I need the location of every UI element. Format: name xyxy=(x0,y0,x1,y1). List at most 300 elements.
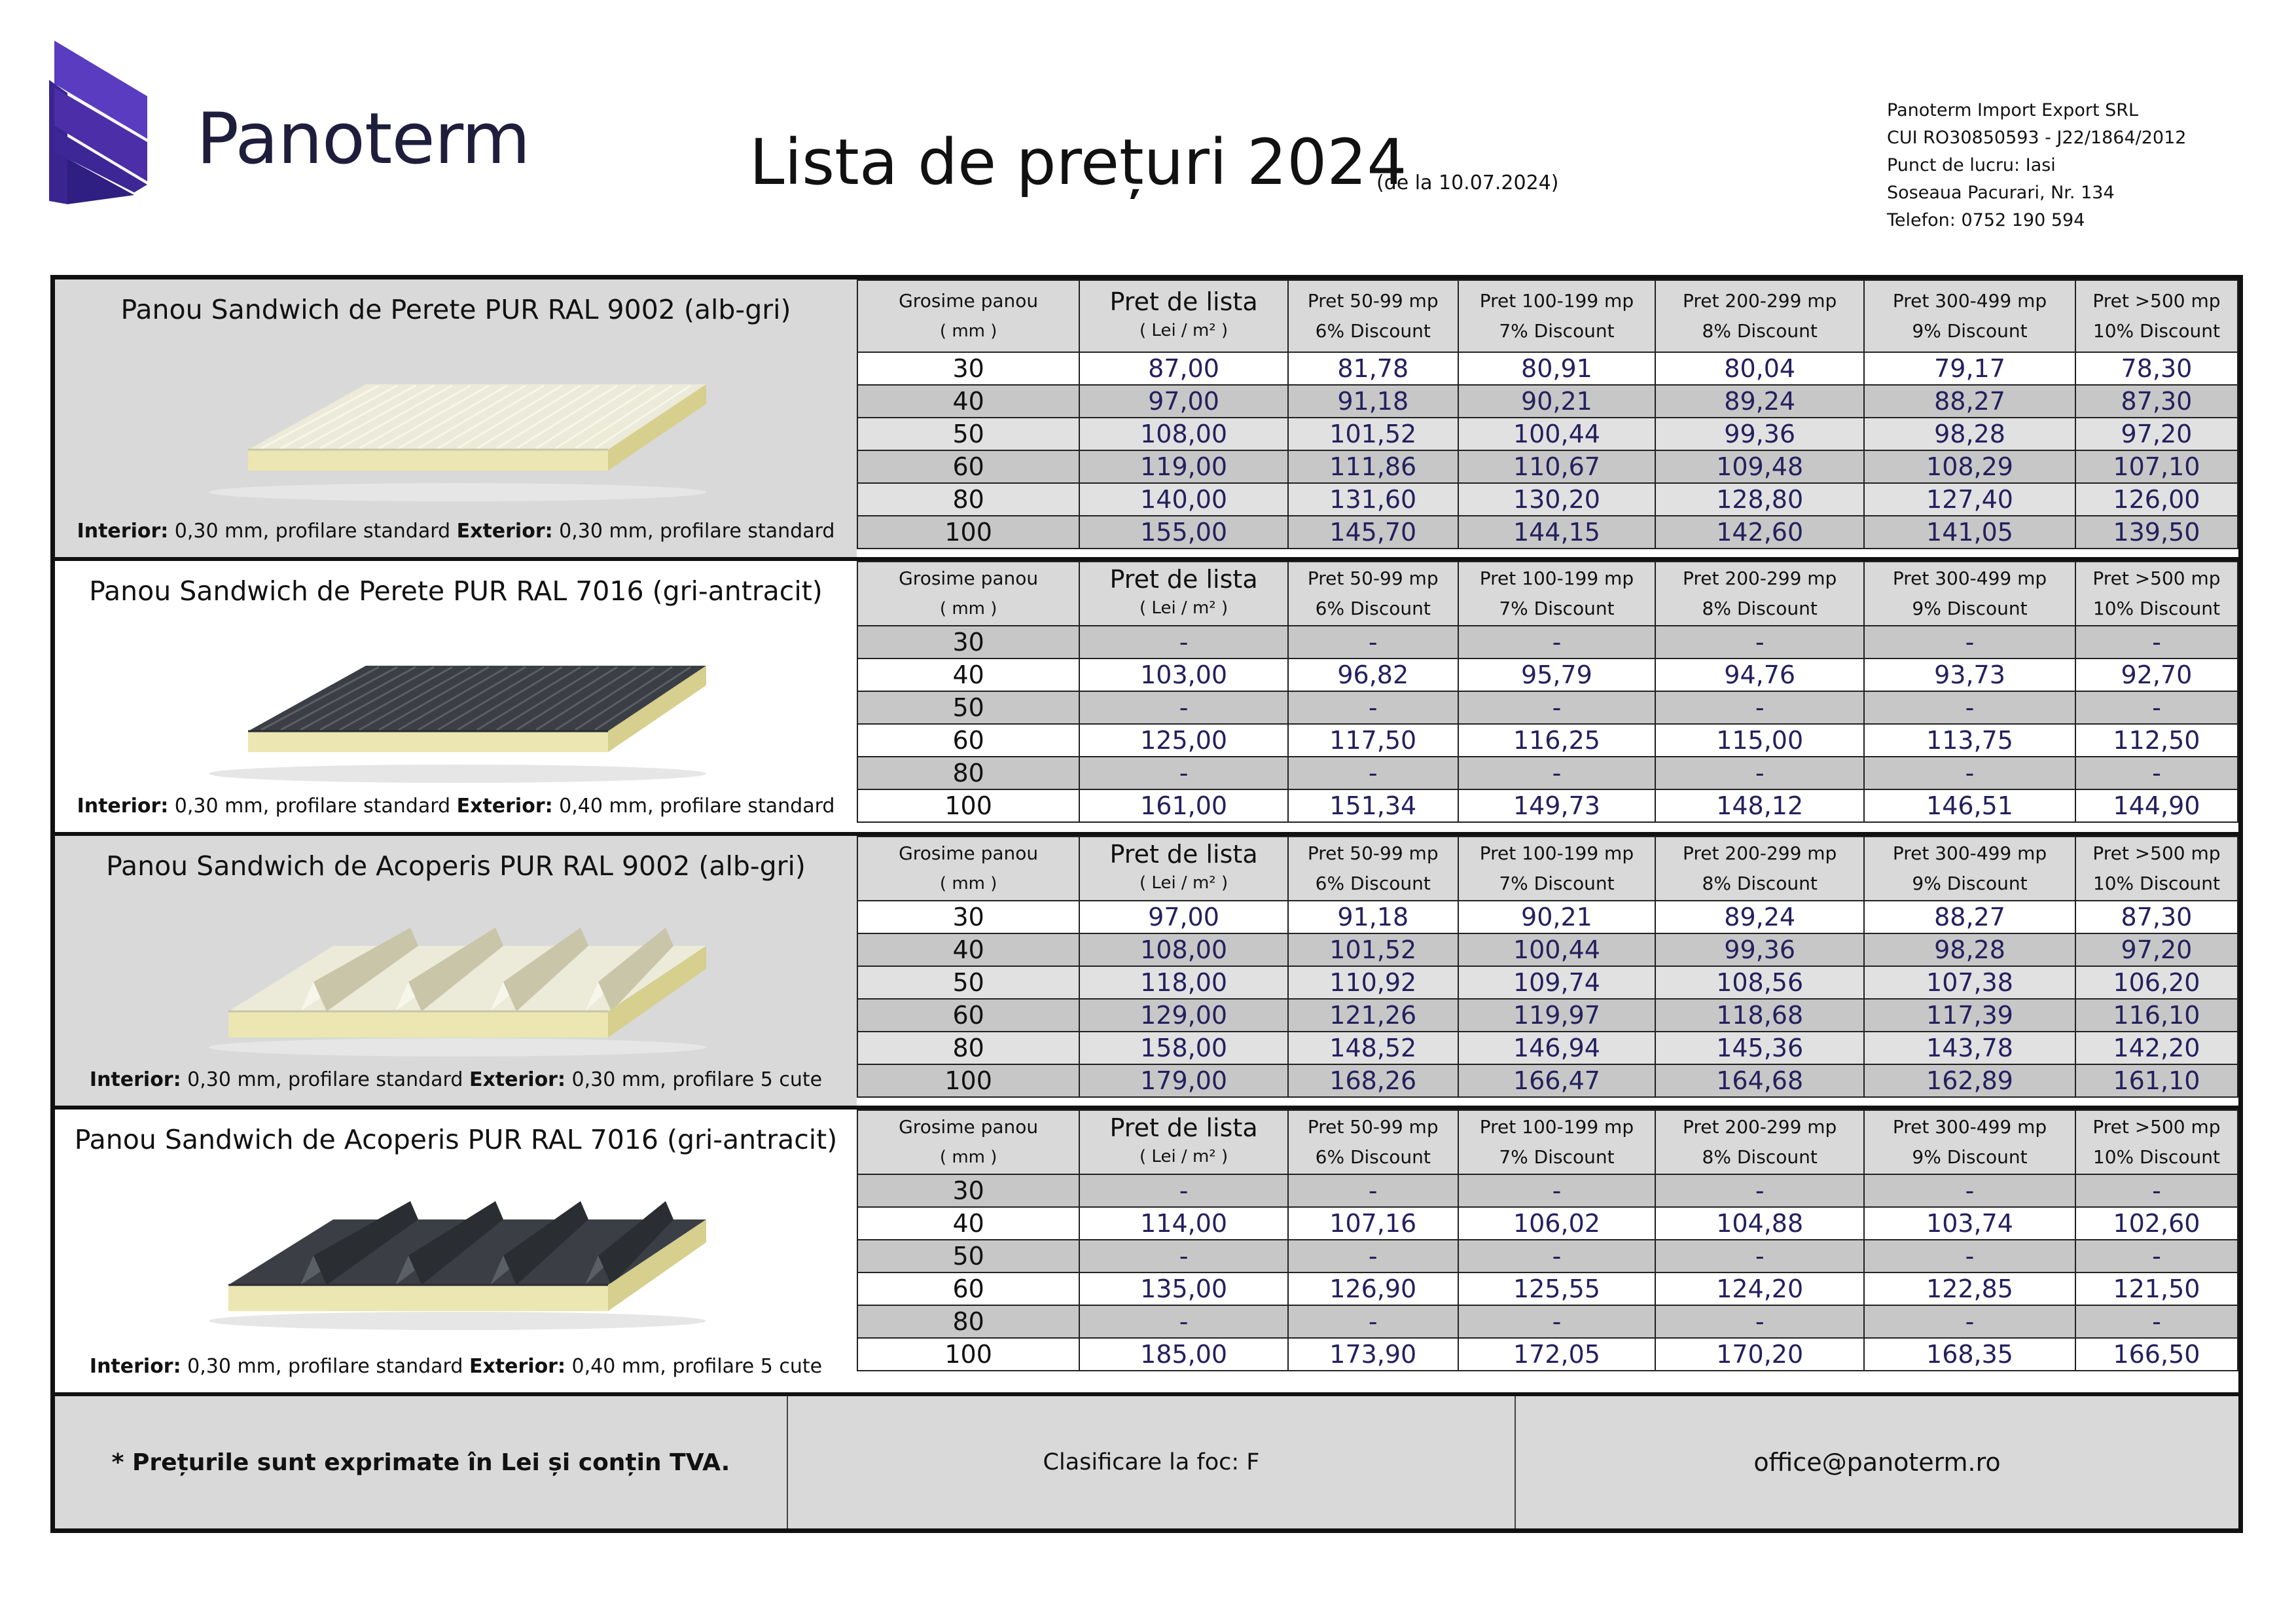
price-table xyxy=(857,561,2238,823)
header-row xyxy=(857,562,2238,626)
product-cell xyxy=(55,561,857,832)
price-cell: 122,85 xyxy=(1864,1272,2075,1305)
price-cell: 81,78 xyxy=(1288,352,1458,385)
price-cell: 97,00 xyxy=(1079,901,1288,933)
price-cell: 107,16 xyxy=(1288,1207,1458,1240)
product-cell xyxy=(55,1110,857,1392)
column-header-line: 9% Discount xyxy=(1912,598,2028,619)
price-cell: - xyxy=(1079,1240,1288,1272)
price-cell: 116,10 xyxy=(2075,999,2238,1032)
price-cell: 114,00 xyxy=(1079,1207,1288,1240)
column-header-line: 7% Discount xyxy=(1499,873,1615,894)
price-cell: 185,00 xyxy=(1079,1338,1288,1371)
price-cell: 125,00 xyxy=(1079,724,1288,757)
price-cell: 89,24 xyxy=(1655,385,1864,418)
panel-image xyxy=(202,913,713,1057)
column-header-line: Pret 300-499 mp xyxy=(1892,1116,2047,1138)
spec-value: 0,30 mm, profilare standard xyxy=(181,1355,469,1378)
table-row xyxy=(857,516,2238,549)
price-cell: 100,44 xyxy=(1458,418,1656,450)
price-table xyxy=(857,836,2238,1098)
column-header-list_price xyxy=(1079,562,1288,626)
column-header-line: Pret 50-99 mp xyxy=(1307,290,1439,312)
thickness-cell: 100 xyxy=(857,1064,1079,1097)
column-header-d8 xyxy=(1655,562,1864,626)
spec-value: 0,30 mm, profilare standard xyxy=(168,520,457,543)
wall-panel-anthracite-icon xyxy=(202,640,713,784)
price-cell: 87,30 xyxy=(2075,385,2238,418)
company-line: Panoterm Import Export SRL xyxy=(1887,100,2139,120)
price-cell: 100,44 xyxy=(1458,933,1656,966)
table-row xyxy=(857,724,2238,757)
column-header-d8 xyxy=(1655,1110,1864,1174)
price-cell: 118,00 xyxy=(1079,966,1288,999)
column-header-d6 xyxy=(1288,837,1458,901)
vat-note: * Prețurile sunt exprimate în Lei și conțin TVA. xyxy=(111,1449,730,1476)
price-cell: 148,52 xyxy=(1288,1032,1458,1064)
table-row xyxy=(857,1338,2238,1371)
price-cell: 108,00 xyxy=(1079,418,1288,450)
column-header-line: 6% Discount xyxy=(1315,1146,1431,1168)
panel-image xyxy=(202,358,713,502)
column-header-line: ( Lei / m² ) xyxy=(1139,598,1229,618)
price-cell: 108,00 xyxy=(1079,933,1288,966)
thickness-cell: 50 xyxy=(857,966,1079,999)
price-cell: 109,74 xyxy=(1458,966,1656,999)
price-cell: 99,36 xyxy=(1655,933,1864,966)
price-cell: 124,20 xyxy=(1655,1272,1864,1305)
price-cell: 166,50 xyxy=(2075,1338,2238,1371)
product-name: Panou Sandwich de Perete PUR RAL 9002 (alb-gri) xyxy=(120,294,791,325)
price-cell: 92,70 xyxy=(2075,659,2238,691)
spec-label: Exterior: xyxy=(456,520,553,543)
product-cell xyxy=(55,280,857,557)
column-header-line: 10% Discount xyxy=(2092,873,2220,894)
column-header-line: 7% Discount xyxy=(1499,1146,1615,1168)
brand-name: Panoterm xyxy=(196,98,530,180)
table-row xyxy=(857,966,2238,999)
column-header-line: 9% Discount xyxy=(1912,320,2028,342)
price-table-frame xyxy=(50,275,2243,1533)
table-row xyxy=(857,1064,2238,1097)
price-cell: 135,00 xyxy=(1079,1272,1288,1305)
price-cell: 125,55 xyxy=(1458,1272,1656,1305)
price-cell: 179,00 xyxy=(1079,1064,1288,1097)
price-cell: 106,20 xyxy=(2075,966,2238,999)
column-header-line: Pret de lista xyxy=(1109,565,1258,594)
roof-panel-anthracite-icon xyxy=(202,1187,713,1331)
price-cell: 88,27 xyxy=(1864,901,2075,933)
thickness-cell: 30 xyxy=(857,1174,1079,1207)
panel-image xyxy=(202,1187,713,1331)
thickness-cell: 30 xyxy=(857,626,1079,659)
product-block xyxy=(55,832,2238,1106)
price-cell: 166,47 xyxy=(1458,1064,1656,1097)
spec-value: 0,30 mm, profilare 5 cute xyxy=(565,1068,823,1091)
wall-panel-white-icon xyxy=(202,358,713,502)
price-cell: 168,35 xyxy=(1864,1338,2075,1371)
price-cell: 161,00 xyxy=(1079,789,1288,822)
price-cell: 80,04 xyxy=(1655,352,1864,385)
price-cell: 145,36 xyxy=(1655,1032,1864,1064)
column-header-line: Pret 50-99 mp xyxy=(1307,842,1439,864)
price-cell: 93,73 xyxy=(1864,659,2075,691)
price-cell: 87,30 xyxy=(2075,901,2238,933)
price-cell: 141,05 xyxy=(1864,516,2075,549)
table-row xyxy=(857,1032,2238,1064)
table-row xyxy=(857,757,2238,789)
column-header-line: Pret 300-499 mp xyxy=(1892,842,2047,864)
price-cell: 102,60 xyxy=(2075,1207,2238,1240)
product-cell xyxy=(55,836,857,1106)
price-cell: - xyxy=(1864,1240,2075,1272)
column-header-line: Pret >500 mp xyxy=(2092,1116,2221,1138)
thickness-cell: 80 xyxy=(857,483,1079,516)
table-row xyxy=(857,626,2238,659)
price-cell: 127,40 xyxy=(1864,483,2075,516)
spec-value: 0,40 mm, profilare standard xyxy=(552,795,835,818)
column-header-d8 xyxy=(1655,280,1864,352)
price-cell: 80,91 xyxy=(1458,352,1656,385)
price-cell: 121,26 xyxy=(1288,999,1458,1032)
column-header-d6 xyxy=(1288,1110,1458,1174)
column-header-d10 xyxy=(2075,837,2238,901)
column-header-line: Pret >500 mp xyxy=(2092,568,2221,589)
price-cell: - xyxy=(1864,757,2075,789)
price-cell: 90,21 xyxy=(1458,901,1656,933)
price-cell: 129,00 xyxy=(1079,999,1288,1032)
thickness-cell: 80 xyxy=(857,757,1079,789)
column-header-thickness xyxy=(857,562,1079,626)
table-row xyxy=(857,450,2238,483)
column-header-line: 10% Discount xyxy=(2092,1146,2220,1168)
price-cell: - xyxy=(1655,691,1864,724)
thickness-cell: 100 xyxy=(857,1338,1079,1371)
column-header-line: Pret 200-299 mp xyxy=(1683,568,1837,589)
column-header-thickness xyxy=(857,837,1079,901)
column-header-thickness xyxy=(857,1110,1079,1174)
thickness-cell: 60 xyxy=(857,999,1079,1032)
price-cell: 104,88 xyxy=(1655,1207,1864,1240)
table-row xyxy=(857,659,2238,691)
column-header-line: ( mm ) xyxy=(939,1147,997,1167)
price-cell: - xyxy=(1864,626,2075,659)
column-header-list_price xyxy=(1079,280,1288,352)
column-header-d7 xyxy=(1458,837,1656,901)
price-cell: - xyxy=(1458,1174,1656,1207)
column-header-line: Pret 100-199 mp xyxy=(1479,290,1634,312)
column-header-line: 10% Discount xyxy=(2092,598,2220,619)
price-cell: - xyxy=(1079,1174,1288,1207)
company-line: CUI RO30850593 - J22/1864/2012 xyxy=(1887,128,2187,148)
thickness-cell: 50 xyxy=(857,418,1079,450)
thickness-cell: 40 xyxy=(857,933,1079,966)
spec-label: Exterior: xyxy=(469,1068,565,1091)
price-cell: - xyxy=(1079,626,1288,659)
price-cell: - xyxy=(1458,691,1656,724)
column-header-d7 xyxy=(1458,1110,1656,1174)
price-cell: 98,28 xyxy=(1864,418,2075,450)
thickness-cell: 60 xyxy=(857,450,1079,483)
column-header-line: ( Lei / m² ) xyxy=(1139,1147,1229,1166)
price-cell: 111,86 xyxy=(1288,450,1458,483)
price-cell: 110,92 xyxy=(1288,966,1458,999)
column-header-line: 6% Discount xyxy=(1315,320,1431,342)
column-header-line: 10% Discount xyxy=(2092,320,2220,342)
thickness-cell: 50 xyxy=(857,1240,1079,1272)
product-block xyxy=(55,1106,2238,1392)
company-line: Soseaua Pacurari, Nr. 134 xyxy=(1887,183,2115,203)
price-cell: - xyxy=(1288,691,1458,724)
price-cell: - xyxy=(1288,1240,1458,1272)
price-cell: - xyxy=(1655,1174,1864,1207)
price-cell: 117,50 xyxy=(1288,724,1458,757)
column-header-d8 xyxy=(1655,837,1864,901)
table-row xyxy=(857,999,2238,1032)
logo xyxy=(49,41,547,211)
price-cell: 140,00 xyxy=(1079,483,1288,516)
column-header-d10 xyxy=(2075,562,2238,626)
price-cell: 121,50 xyxy=(2075,1272,2238,1305)
column-header-list_price xyxy=(1079,837,1288,901)
product-name: Panou Sandwich de Acoperis PUR RAL 7016 (gri-antracit) xyxy=(74,1124,838,1155)
price-cell: - xyxy=(2075,1174,2238,1207)
product-specs xyxy=(55,520,857,543)
price-cell: - xyxy=(1655,626,1864,659)
spec-value: 0,40 mm, profilare 5 cute xyxy=(565,1355,823,1378)
price-cell: 117,39 xyxy=(1864,999,2075,1032)
header-row xyxy=(857,1110,2238,1174)
column-header-line: Pret 100-199 mp xyxy=(1479,568,1634,589)
price-cell: 91,18 xyxy=(1288,385,1458,418)
price-cell: 110,67 xyxy=(1458,450,1656,483)
price-cell: 126,90 xyxy=(1288,1272,1458,1305)
column-header-d9 xyxy=(1864,837,2075,901)
spec-label: Interior: xyxy=(89,1068,181,1091)
table-row xyxy=(857,1240,2238,1272)
price-cell: 107,38 xyxy=(1864,966,2075,999)
price-cell: 146,94 xyxy=(1458,1032,1656,1064)
column-header-line: 8% Discount xyxy=(1702,1146,1818,1168)
price-cell: 98,28 xyxy=(1864,933,2075,966)
product-specs xyxy=(55,1355,857,1378)
price-cell: 161,10 xyxy=(2075,1064,2238,1097)
thickness-cell: 30 xyxy=(857,901,1079,933)
price-cell: 97,00 xyxy=(1079,385,1288,418)
price-cell: - xyxy=(1864,691,2075,724)
spec-label: Interior: xyxy=(77,520,169,543)
price-cell: 79,17 xyxy=(1864,352,2075,385)
panoterm-logo-icon xyxy=(49,41,147,211)
price-cell: - xyxy=(2075,691,2238,724)
column-header-d9 xyxy=(1864,562,2075,626)
column-header-line: Pret >500 mp xyxy=(2092,842,2221,864)
price-cell: 94,76 xyxy=(1655,659,1864,691)
table-row xyxy=(857,901,2238,933)
price-cell: - xyxy=(1079,1305,1288,1338)
thickness-cell: 30 xyxy=(857,352,1079,385)
price-cell: 103,74 xyxy=(1864,1207,2075,1240)
price-cell: - xyxy=(1458,1305,1656,1338)
price-cell: 112,50 xyxy=(2075,724,2238,757)
price-cell: - xyxy=(1079,757,1288,789)
price-cell: 142,20 xyxy=(2075,1032,2238,1064)
column-header-line: ( mm ) xyxy=(939,874,997,893)
column-header-line: ( mm ) xyxy=(939,599,997,619)
column-header-line: Pret 300-499 mp xyxy=(1892,290,2047,312)
price-cell: 170,20 xyxy=(1655,1338,1864,1371)
price-cell: - xyxy=(1655,1240,1864,1272)
column-header-line: 8% Discount xyxy=(1702,873,1818,894)
price-cell: 101,52 xyxy=(1288,933,1458,966)
price-cell: 130,20 xyxy=(1458,483,1656,516)
column-header-line: Pret de lista xyxy=(1109,287,1258,316)
table-row xyxy=(857,1272,2238,1305)
spec-label: Interior: xyxy=(89,1355,181,1378)
thickness-cell: 100 xyxy=(857,516,1079,549)
column-header-line: Pret 100-199 mp xyxy=(1479,1116,1634,1138)
thickness-cell: 40 xyxy=(857,1207,1079,1240)
column-header-line: Pret 50-99 mp xyxy=(1307,568,1439,589)
price-cell: 144,15 xyxy=(1458,516,1656,549)
price-cell: - xyxy=(1864,1305,2075,1338)
price-cell: 78,30 xyxy=(2075,352,2238,385)
price-cell: 91,18 xyxy=(1288,901,1458,933)
product-name: Panou Sandwich de Acoperis PUR RAL 9002 (alb-gri) xyxy=(106,850,806,882)
table-row xyxy=(857,1305,2238,1338)
price-cell: 164,68 xyxy=(1655,1064,1864,1097)
price-cell: - xyxy=(1288,1174,1458,1207)
spec-value: 0,30 mm, profilare standard xyxy=(181,1068,469,1091)
column-header-d9 xyxy=(1864,280,2075,352)
thickness-cell: 80 xyxy=(857,1032,1079,1064)
table-row xyxy=(857,933,2238,966)
company-line: Punct de lucru: Iasi xyxy=(1887,155,2056,175)
price-cell: - xyxy=(1655,1305,1864,1338)
price-cell: 101,52 xyxy=(1288,418,1458,450)
price-cell: - xyxy=(2075,1305,2238,1338)
column-header-line: Pret >500 mp xyxy=(2092,290,2221,312)
price-cell: 89,24 xyxy=(1655,901,1864,933)
price-cell: 109,48 xyxy=(1655,450,1864,483)
price-cell: 131,60 xyxy=(1288,483,1458,516)
column-header-line: 8% Discount xyxy=(1702,598,1818,619)
column-header-list_price xyxy=(1079,1110,1288,1174)
spec-value: 0,30 mm, profilare standard xyxy=(168,795,457,818)
column-header-d6 xyxy=(1288,562,1458,626)
email-link[interactable]: office@panoterm.ro xyxy=(1515,1396,2238,1528)
table-row xyxy=(857,418,2238,450)
price-cell: - xyxy=(2075,626,2238,659)
panel-image xyxy=(202,640,713,784)
price-cell: 113,75 xyxy=(1864,724,2075,757)
price-cell: - xyxy=(1458,1240,1656,1272)
price-cell: 119,97 xyxy=(1458,999,1656,1032)
price-cell: - xyxy=(1079,691,1288,724)
column-header-line: Pret 200-299 mp xyxy=(1683,290,1837,312)
table-row xyxy=(857,1174,2238,1207)
price-cell: 168,26 xyxy=(1288,1064,1458,1097)
column-header-line: Grosime panou xyxy=(899,568,1039,589)
column-header-line: 8% Discount xyxy=(1702,320,1818,342)
price-cell: 97,20 xyxy=(2075,933,2238,966)
price-cell: - xyxy=(1864,1174,2075,1207)
price-cell: 107,10 xyxy=(2075,450,2238,483)
price-cell: 139,50 xyxy=(2075,516,2238,549)
column-header-line: 6% Discount xyxy=(1315,873,1431,894)
company-info xyxy=(1887,97,2186,234)
thickness-cell: 60 xyxy=(857,724,1079,757)
column-header-line: Grosime panou xyxy=(899,1116,1039,1138)
price-cell: 108,29 xyxy=(1864,450,2075,483)
price-cell: 146,51 xyxy=(1864,789,2075,822)
price-cell: 128,80 xyxy=(1655,483,1864,516)
column-header-d7 xyxy=(1458,280,1656,352)
price-cell: 118,68 xyxy=(1655,999,1864,1032)
product-block xyxy=(55,557,2238,832)
price-cell: 162,89 xyxy=(1864,1064,2075,1097)
price-cell: 116,25 xyxy=(1458,724,1656,757)
column-header-line: Pret 200-299 mp xyxy=(1683,842,1837,864)
product-specs xyxy=(55,795,857,818)
page-subtitle: (de la 10.07.2024) xyxy=(1376,171,1559,194)
column-header-line: ( Lei / m² ) xyxy=(1139,873,1229,893)
price-cell: 88,27 xyxy=(1864,385,2075,418)
price-table xyxy=(857,280,2238,549)
column-header-d10 xyxy=(2075,1110,2238,1174)
price-cell: 149,73 xyxy=(1458,789,1656,822)
price-cell: 126,00 xyxy=(2075,483,2238,516)
price-cell: 95,79 xyxy=(1458,659,1656,691)
column-header-line: 6% Discount xyxy=(1315,598,1431,619)
price-table xyxy=(857,1110,2238,1371)
price-cell: 143,78 xyxy=(1864,1032,2075,1064)
price-cell: 97,20 xyxy=(2075,418,2238,450)
table-row xyxy=(857,385,2238,418)
column-header-line: Grosime panou xyxy=(899,842,1039,864)
price-cell: 96,82 xyxy=(1288,659,1458,691)
price-cell: 90,21 xyxy=(1458,385,1656,418)
price-cell: 108,56 xyxy=(1655,966,1864,999)
spec-label: Interior: xyxy=(77,795,169,818)
column-header-line: Pret 300-499 mp xyxy=(1892,568,2047,589)
table-row xyxy=(857,691,2238,724)
header-row xyxy=(857,837,2238,901)
column-header-line: 9% Discount xyxy=(1912,1146,2028,1168)
price-cell: - xyxy=(1288,626,1458,659)
product-specs xyxy=(55,1068,857,1091)
price-cell: 144,90 xyxy=(2075,789,2238,822)
product-block xyxy=(55,280,2238,557)
price-cell: 119,00 xyxy=(1079,450,1288,483)
column-header-line: 7% Discount xyxy=(1499,598,1615,619)
footer xyxy=(55,1392,2238,1528)
column-header-line: Pret 100-199 mp xyxy=(1479,842,1634,864)
price-cell: - xyxy=(1288,1305,1458,1338)
spec-value: 0,30 mm, profilare standard xyxy=(552,520,835,543)
price-cell: - xyxy=(1458,757,1656,789)
price-cell: - xyxy=(1655,757,1864,789)
thickness-cell: 40 xyxy=(857,659,1079,691)
page-title: Lista de prețuri 2024 xyxy=(749,126,1407,199)
column-header-line: Pret 200-299 mp xyxy=(1683,1116,1837,1138)
column-header-line: Pret 50-99 mp xyxy=(1307,1116,1439,1138)
price-cell: 151,34 xyxy=(1288,789,1458,822)
thickness-cell: 40 xyxy=(857,385,1079,418)
price-cell: 115,00 xyxy=(1655,724,1864,757)
column-header-line: Pret de lista xyxy=(1109,1113,1258,1142)
price-cell: 106,02 xyxy=(1458,1207,1656,1240)
